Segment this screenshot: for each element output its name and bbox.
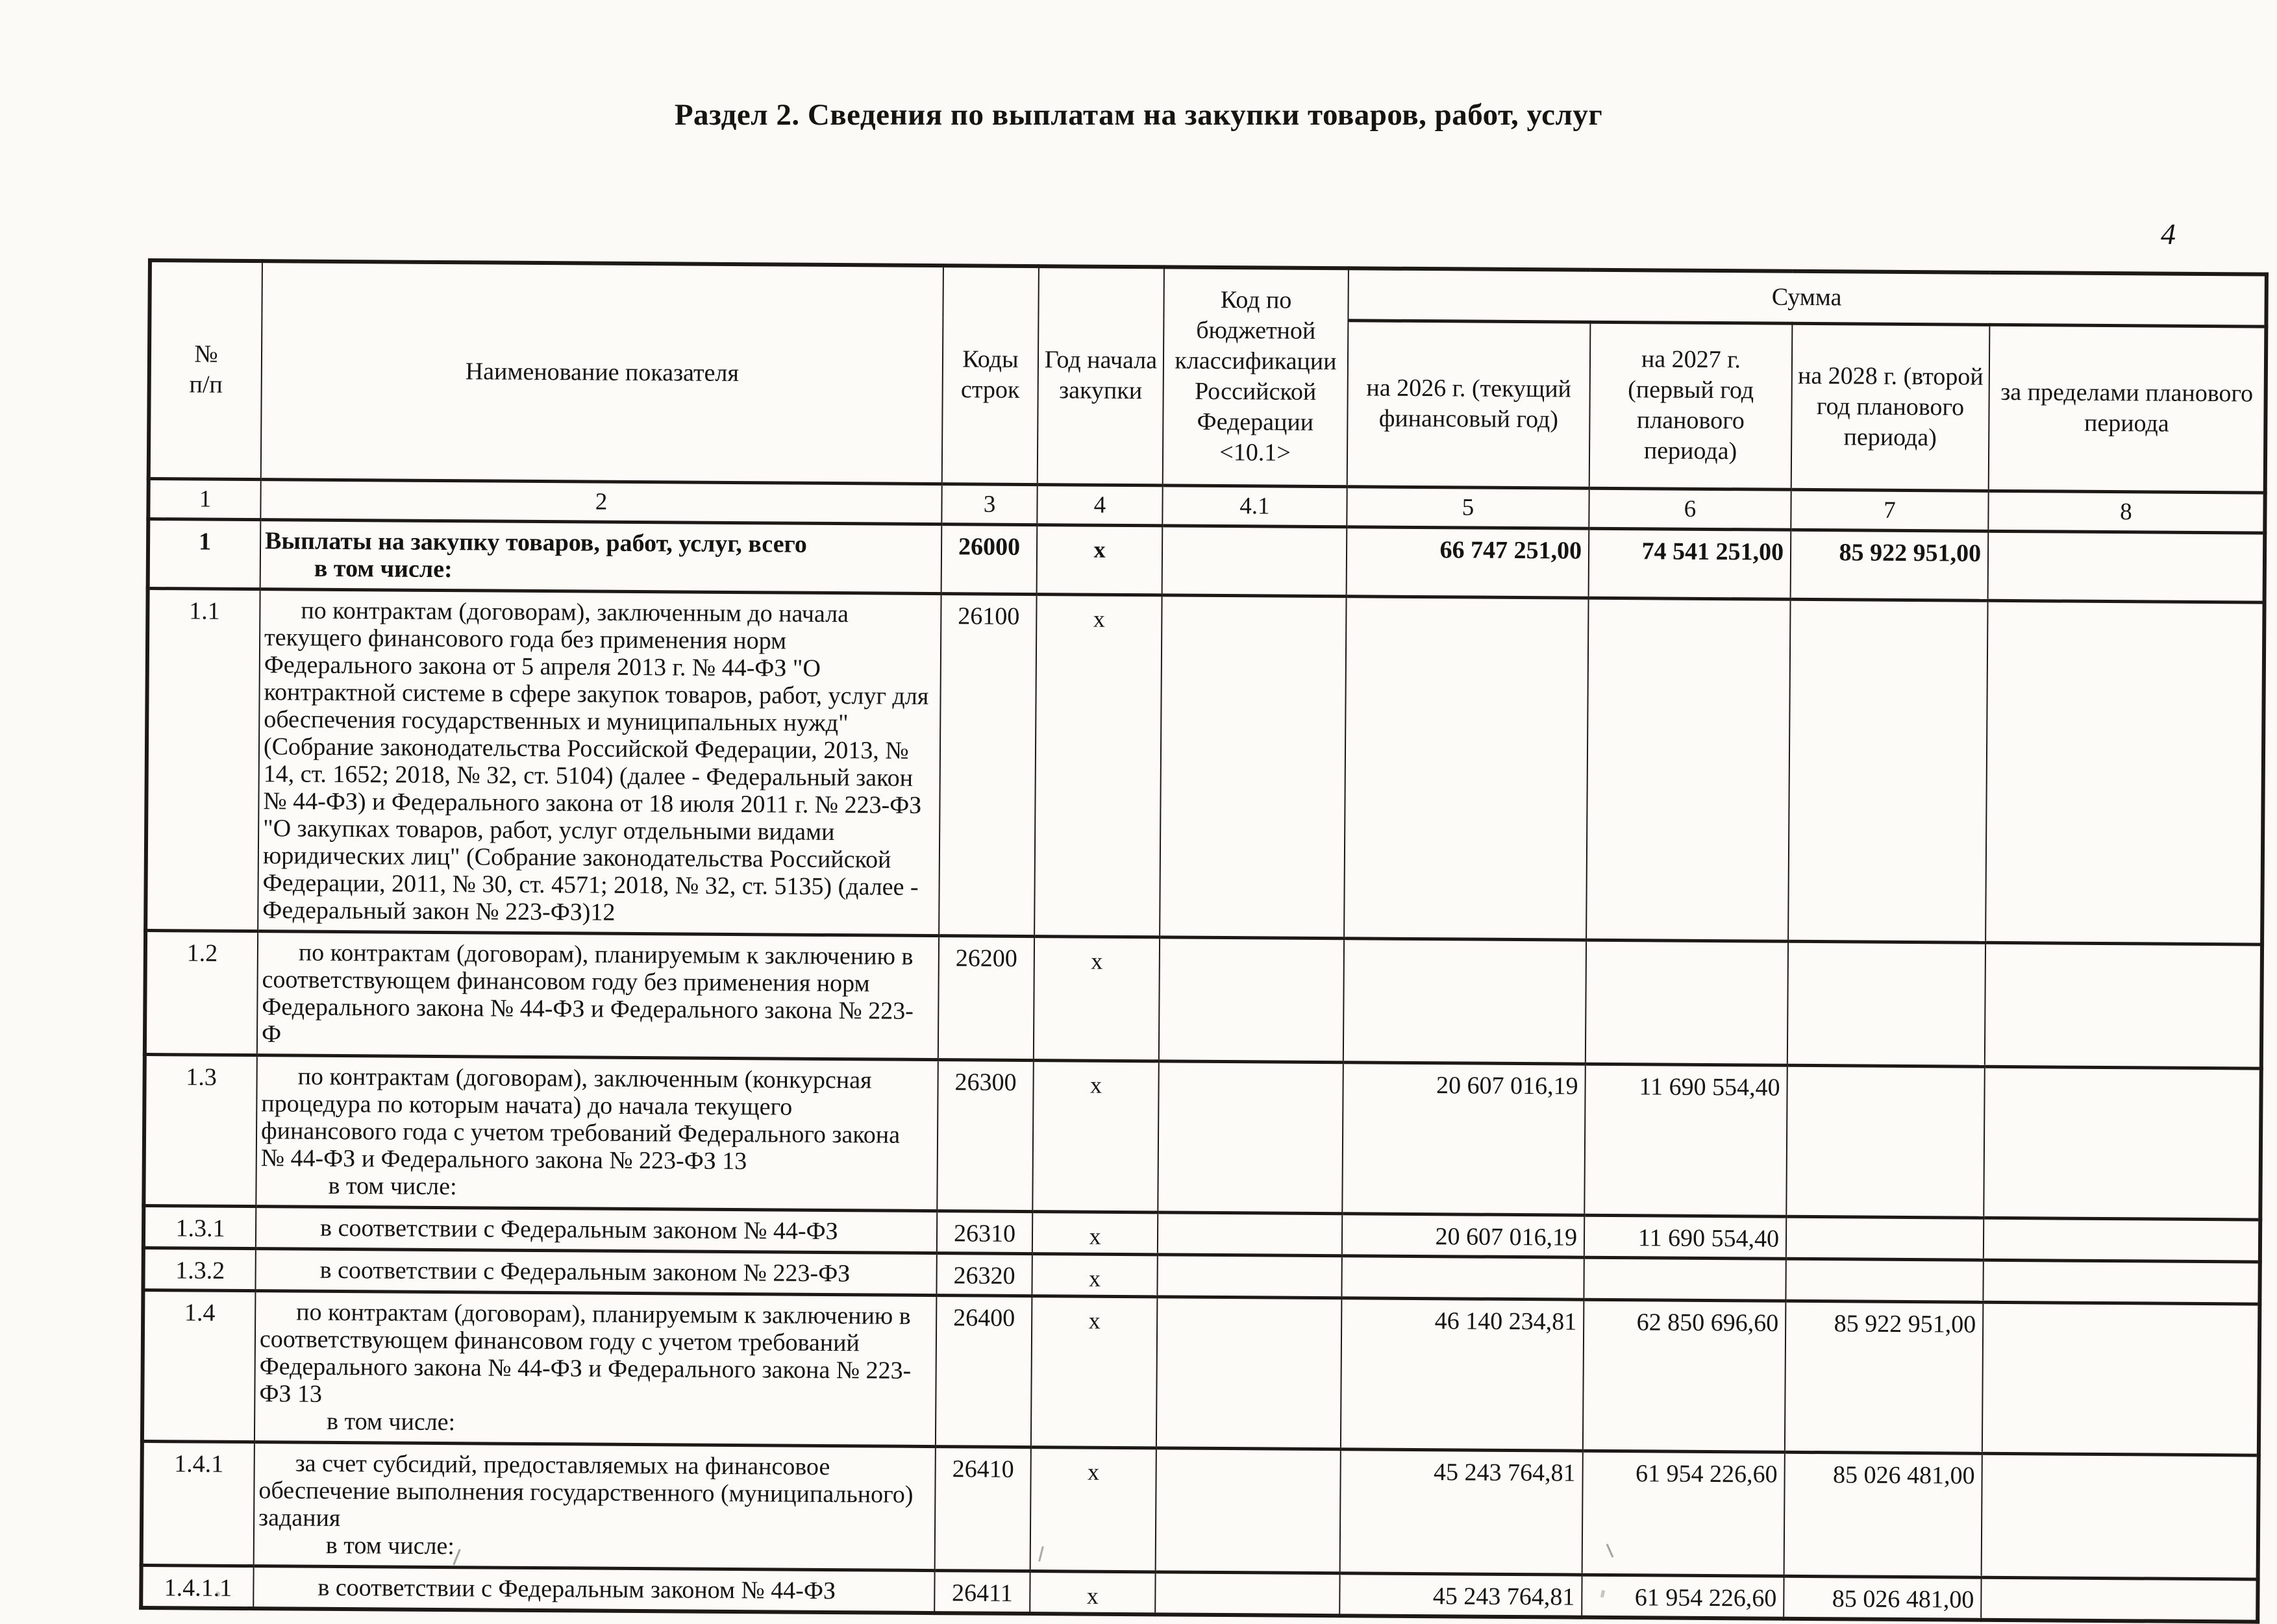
col-header-indicator-name: Наименование показателя: [261, 261, 943, 484]
col-number-cell: 4: [1037, 484, 1162, 525]
kbk-cell: [1157, 1254, 1341, 1298]
table-row: [142, 1290, 2260, 1455]
col-header-kbk: Код по бюджетной классификации Российской Федерации <10.1>: [1163, 267, 1349, 486]
amount-beyond-cell: [1982, 1302, 2260, 1455]
amount-2027-cell: [1586, 940, 1788, 1065]
kbk-cell: [1156, 1447, 1341, 1573]
col-header-2026: на 2026 г. (текущий финансовый год): [1347, 320, 1591, 487]
amount-2028-cell: 85 922 951,00: [1785, 1301, 1984, 1453]
indicator-name-text: в соответствии с Федеральным законом № 44-ФЗ: [319, 1214, 838, 1245]
amount-2026-cell: [1344, 596, 1588, 939]
col-header-2028: на 2028 г. (второй год планового периода): [1791, 323, 1990, 491]
col-number-cell: 7: [1791, 489, 1988, 531]
amount-2026-cell: 66 747 251,00: [1347, 526, 1589, 597]
amount-2028-cell: 85 026 481,00: [1784, 1452, 1982, 1577]
table-row: [145, 930, 2262, 1068]
col-number-cell: 1: [148, 478, 260, 519]
indicator-name-subnote: в том числе:: [325, 1531, 455, 1560]
amount-2027-cell: 11 690 554,40: [1584, 1064, 1787, 1216]
scan-artifact: [216, 1592, 220, 1597]
row-number-cell: 1.4.1: [142, 1441, 255, 1566]
amount-beyond-cell: [1981, 1577, 2258, 1622]
row-number-cell: 1: [148, 519, 261, 589]
line-code-cell: 26320: [936, 1253, 1032, 1296]
amount-2028-cell: [1788, 599, 1987, 942]
kbk-cell: [1159, 937, 1344, 1062]
col-header-line-codes: Коды строк: [942, 265, 1039, 484]
purchase-year-cell: х: [1030, 1571, 1155, 1614]
purchase-year-cell: х: [1032, 1253, 1157, 1296]
row-number-cell: 1.1: [145, 588, 260, 931]
amount-beyond-cell: [1984, 1218, 2260, 1262]
amount-beyond-cell: [1988, 531, 2265, 602]
col-number-cell: 6: [1589, 488, 1791, 530]
amount-2028-cell: [1787, 941, 1985, 1066]
line-code-cell: 26410: [935, 1446, 1031, 1571]
row-number-cell: 1.3: [143, 1054, 257, 1206]
amount-beyond-cell: [1982, 1453, 2259, 1579]
col-number-cell: 4.1: [1162, 485, 1347, 526]
line-code-cell: 26000: [941, 524, 1038, 594]
indicator-name-cell: [255, 1290, 937, 1446]
indicator-name-text: в соответствии с Федеральным законом № 223-ФЗ: [319, 1256, 851, 1287]
col-number-cell: 2: [260, 479, 941, 524]
page-number: 4: [2161, 217, 2176, 251]
amount-beyond-cell: [1985, 600, 2265, 944]
indicator-name-cell: [254, 1442, 936, 1570]
row-number-cell: 1.2: [145, 930, 258, 1055]
amount-2027-cell: 11 690 554,40: [1584, 1215, 1786, 1259]
header-row-top: [149, 260, 2267, 326]
amount-2028-cell: [1786, 1259, 1983, 1302]
amount-2028-cell: [1786, 1216, 1984, 1260]
row-number-cell: 1.4.1.1: [141, 1565, 253, 1608]
amount-2027-cell: 62 850 696,60: [1583, 1299, 1786, 1452]
amount-2026-cell: 20 607 016,19: [1342, 1213, 1584, 1257]
table-row: [142, 1441, 2259, 1579]
purchase-year-cell: х: [1034, 936, 1160, 1061]
amount-2027-cell: [1584, 1257, 1786, 1301]
kbk-cell: [1158, 1212, 1342, 1255]
indicator-name-cell: [260, 519, 942, 593]
amount-2027-cell: 74 541 251,00: [1589, 528, 1791, 599]
kbk-cell: [1156, 1296, 1342, 1449]
amount-2026-cell: 20 607 016,19: [1342, 1062, 1586, 1214]
indicator-name-cell: [256, 1055, 938, 1211]
col-header-sum-group: Сумма: [1348, 268, 2267, 326]
table-row: [145, 588, 2264, 944]
row-number-cell: 1.3.1: [143, 1205, 256, 1248]
line-code-cell: 26300: [937, 1059, 1034, 1211]
indicator-name-subnote: в том числе:: [326, 1407, 456, 1436]
kbk-cell: [1162, 525, 1347, 596]
col-header-beyond-period: за пределами планового периода: [1989, 325, 2267, 493]
indicator-name-subnote: в том числе:: [314, 554, 453, 583]
col-number-cell: 3: [941, 484, 1037, 524]
indicator-name-text: за счет субсидий, предоставляемых на финансовое обеспечение выполнения государственного (муниципального) задания: [258, 1449, 914, 1532]
kbk-cell: [1160, 595, 1346, 938]
amount-beyond-cell: [1983, 1260, 2259, 1304]
indicator-name-text: Выплаты на закупку товаров, работ, услуг, всего: [264, 526, 807, 558]
payments-table-wrapper: [139, 258, 2267, 1624]
table-row: [143, 1054, 2261, 1220]
indicator-name-text: по контрактам (договорам), планируемым к заключению в соответствующем финансовом году без применения норм Федерального закона № 44-ФЗ и Федерального закона № 223-Ф: [261, 939, 914, 1048]
purchase-year-cell: х: [1031, 1296, 1158, 1447]
row-number-cell: 1.4: [142, 1290, 256, 1442]
purchase-year-cell: х: [1034, 594, 1162, 937]
indicator-name-subnote: в том числе:: [328, 1172, 457, 1200]
line-code-cell: 26310: [937, 1211, 1032, 1253]
amount-2027-cell: [1586, 598, 1790, 941]
row-number-cell: 1.3.2: [143, 1248, 255, 1290]
amount-2026-cell: 45 243 764,81: [1339, 1573, 1582, 1617]
line-code-cell: 26100: [939, 593, 1036, 936]
indicator-name-cell: [256, 1206, 937, 1253]
amount-2026-cell: 46 140 234,81: [1341, 1298, 1584, 1450]
indicator-name-text: по контрактам (договорам), заключенным до начала текущего финансового года без применения норм Федерального закона от 5 апреля 2013 г. № 44-ФЗ "О контрактной системе в сфере закупок товаров, работ, услуг для обеспечения государственных и муниципальных нужд" (Собрание законодательства Российской Федерации, 2013, № 14, ст. 1652; 2018, № 32, ст. 5104) (далее - Федеральный закон № 44-ФЗ) и Федерального закона от 18 июля 2011 г. № 223-ФЗ "О закупках товаров, работ, услуг отдельными видами юридических лиц" (Собрание законодательства Российской Федерации, 2011, № 30, ст. 4571; 2018, № 32, ст. 5135) (далее - Федеральный закон № 223-ФЗ)12: [262, 597, 929, 926]
purchase-year-cell: х: [1032, 1211, 1158, 1254]
indicator-name-text: по контрактам (договорам), заключенным (конкурсная процедура по которым начата) до начала текущего финансового года с учетом требований Федерального закона № 44-ФЗ и Федерального закона № 223-ФЗ 13: [260, 1063, 901, 1175]
col-number-cell: 8: [1988, 491, 2265, 533]
amount-beyond-cell: [1985, 942, 2262, 1068]
col-number-cell: 5: [1347, 486, 1589, 528]
kbk-cell: [1158, 1061, 1343, 1213]
amount-2026-cell: [1343, 938, 1586, 1063]
amount-2026-cell: 45 243 764,81: [1340, 1449, 1583, 1574]
amount-2028-cell: [1786, 1065, 1985, 1218]
indicator-name-text: в соответствии с Федеральным законом № 44-ФЗ: [317, 1573, 836, 1605]
amount-2028-cell: 85 922 951,00: [1791, 530, 1989, 600]
purchase-year-cell: х: [1032, 1060, 1159, 1212]
col-header-2027: на 2027 г. (первый год планового периода): [1589, 322, 1793, 489]
amount-2027-cell: 61 954 226,60: [1582, 1575, 1784, 1619]
indicator-name-cell: [253, 1566, 934, 1613]
amount-2026-cell: [1341, 1255, 1584, 1299]
line-code-cell: 26411: [934, 1570, 1030, 1614]
line-code-cell: 26200: [938, 935, 1034, 1060]
indicator-name-cell: [257, 931, 939, 1059]
kbk-cell: [1155, 1571, 1339, 1616]
line-code-cell: 26400: [936, 1295, 1032, 1447]
indicator-name-cell: [255, 1248, 936, 1295]
amount-2027-cell: 61 954 226,60: [1582, 1451, 1785, 1576]
col-header-row-number: № п/п: [149, 260, 262, 479]
purchase-year-cell: х: [1037, 524, 1163, 595]
amount-beyond-cell: [1984, 1066, 2261, 1220]
indicator-name-text: по контрактам (договорам), планируемым к заключению в соответствующем финансовом году с учетом требований Федерального закона № 44-ФЗ и Федерального закона № 223-ФЗ 13: [259, 1298, 912, 1408]
indicator-name-cell: [258, 589, 941, 935]
amount-2028-cell: 85 026 481,00: [1784, 1576, 1981, 1620]
section-title: Раздел 2. Сведения по выплатам на закупки товаров, работ, услуг: [674, 98, 1603, 132]
purchase-year-cell: х: [1030, 1447, 1156, 1571]
payments-table: [139, 258, 2269, 1624]
col-header-purchase-year: Год начала закупки: [1038, 266, 1164, 485]
